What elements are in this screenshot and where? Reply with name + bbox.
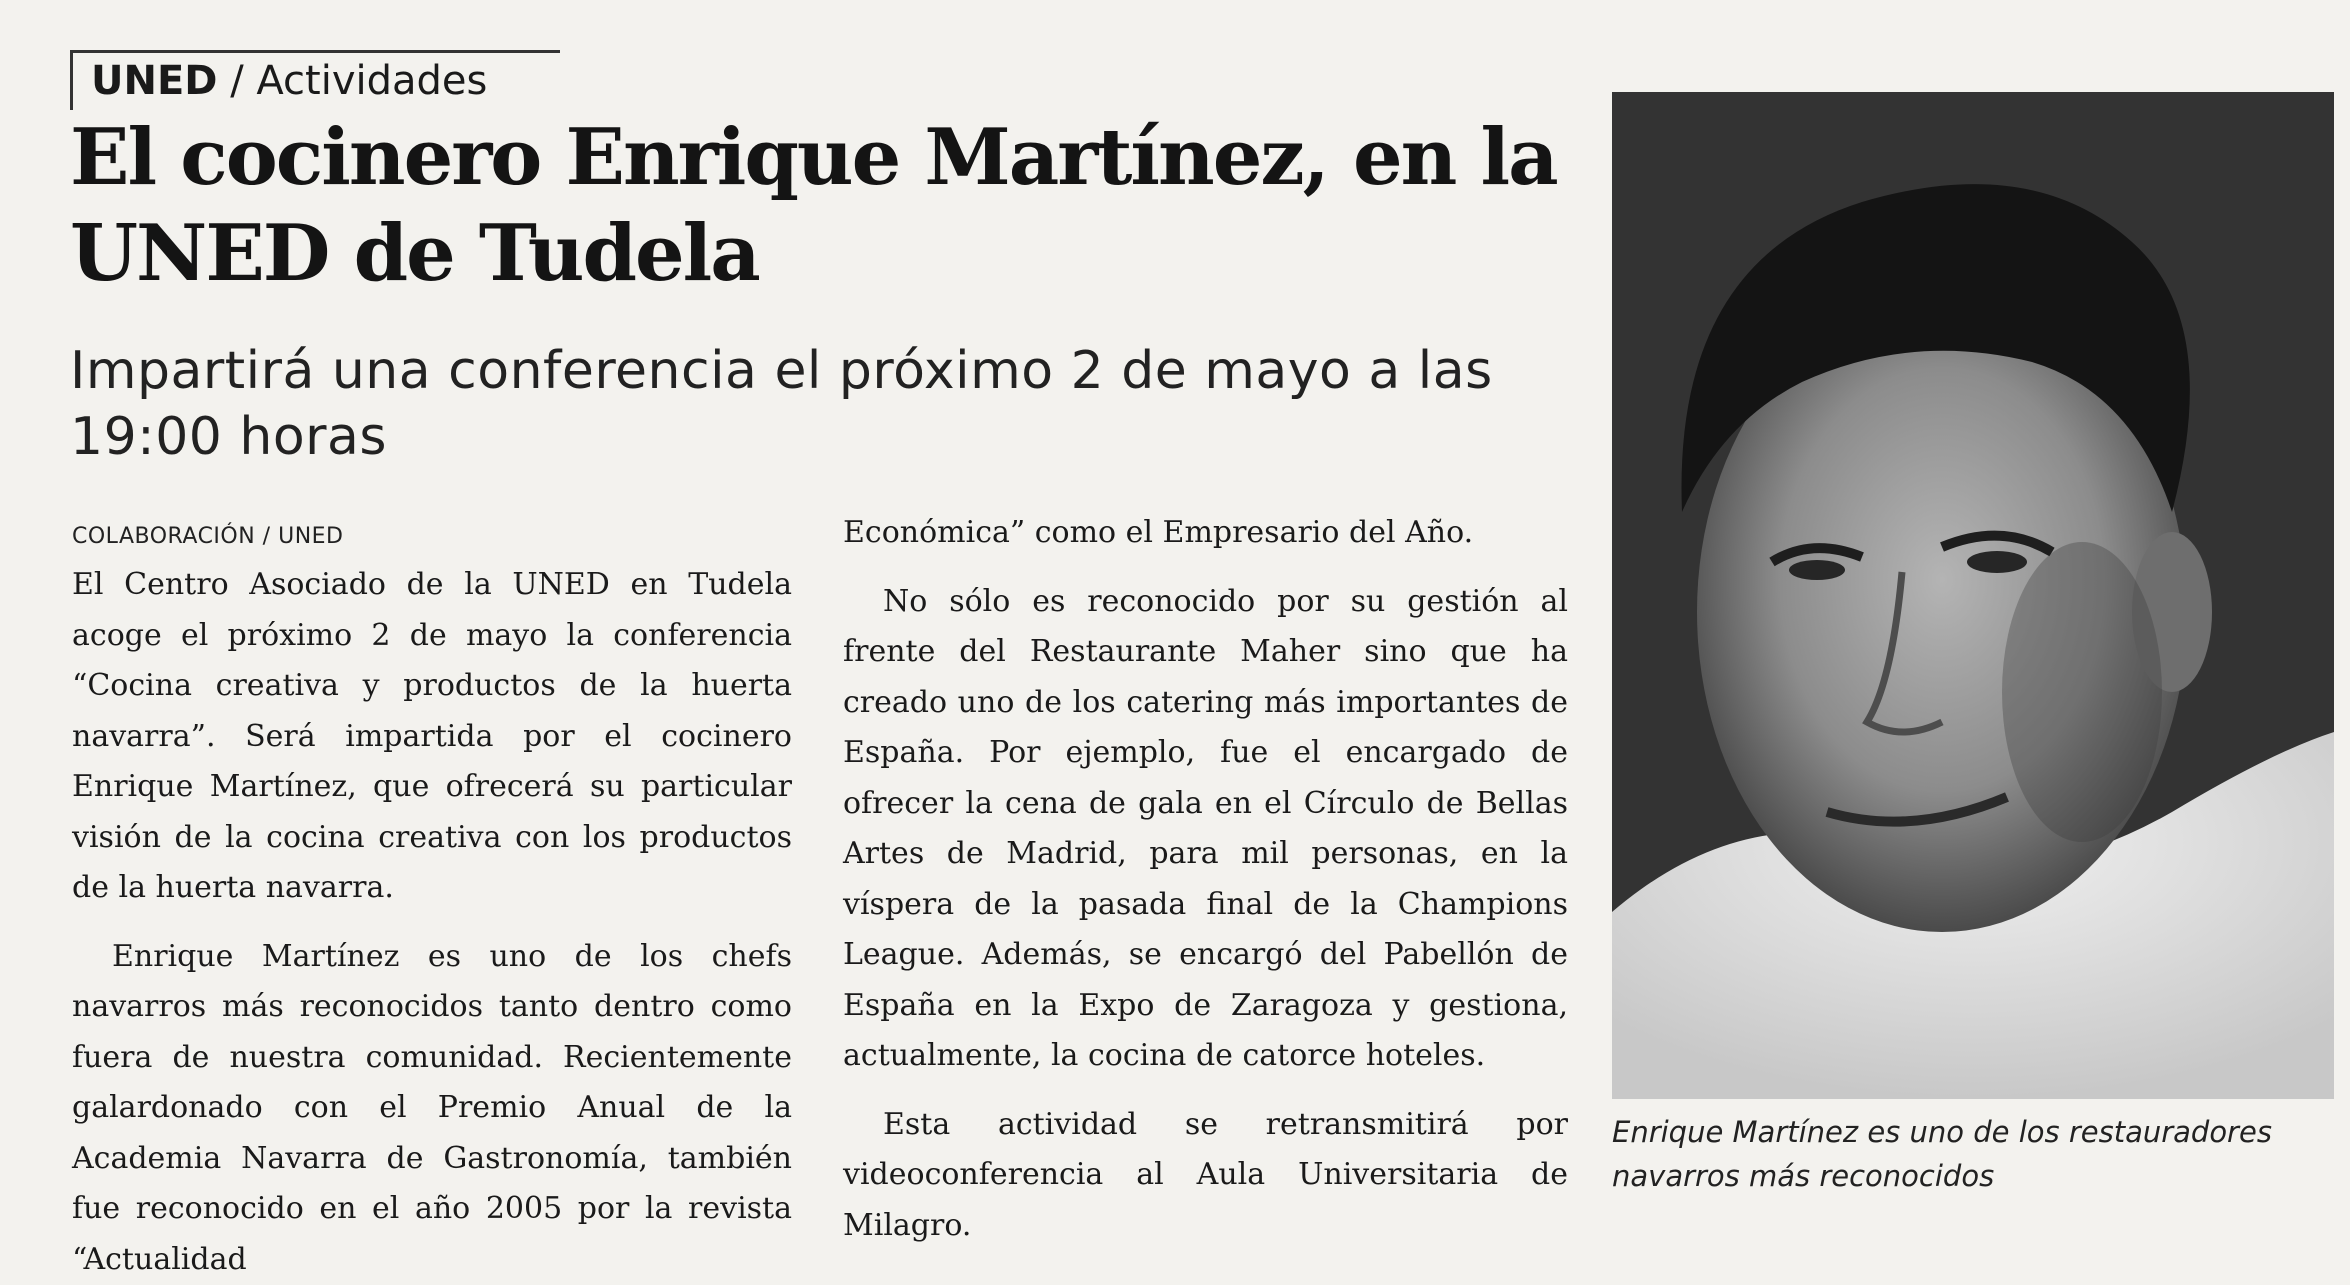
- article-headline: El cocinero Enrique Martínez, en la UNED de Tudela: [70, 110, 1590, 302]
- article-column-2: [843, 508, 1568, 1251]
- section-kicker: [70, 50, 560, 110]
- section-separator: /: [217, 58, 256, 104]
- chef-portrait-photo: [1612, 92, 2334, 1099]
- column2-paragraph-1: Económica” como el Empresario del Año.: [843, 508, 1568, 559]
- article-byline: COLABORACIÓN / UNED: [72, 524, 344, 549]
- column2-paragraph-2: No sólo es reconocido por su gestión al frente del Restaurante Maher sino que ha creado uno de los catering más importantes de España. Por ejemplo, fue el encargado de ofrecer la cena de gala en el Círculo de Bellas Artes de Madrid, para mil personas, en la víspera de la pasada final de la Champions League. Además, se encargó del Pabellón de España en la Expo de Zaragoza y gestiona, actualmente, la cocina de catorce hoteles.: [843, 577, 1568, 1082]
- cheek-shadow: [2002, 542, 2162, 842]
- column2-paragraph-3: Esta actividad se retransmitirá por videoconferencia al Aula Universitaria de Milagro.: [843, 1100, 1568, 1252]
- photo-caption: Enrique Martínez es uno de los restauradores navarros más reconocidos: [1612, 1110, 2342, 1198]
- article-subheadline: Impartirá una conferencia el próximo 2 de mayo a las 19:00 horas: [70, 338, 1590, 470]
- eye-right-dark: [1967, 551, 2027, 573]
- section-primary: UNED: [91, 58, 217, 104]
- eye-left-dark: [1789, 560, 1845, 580]
- column1-paragraph-2: Enrique Martínez es uno de los chefs navarros más reconocidos tanto dentro como fuera de nuestra comunidad. Recientemente galardonado con el Premio Anual de la Academia Navarra de Gastronomía, también fue reconocido en el año 2005 por la revista “Actualidad: [72, 932, 792, 1285]
- column1-paragraph-1: El Centro Asociado de la UNED en Tudela acoge el próximo 2 de mayo la conferencia “Cocina creativa y productos de la huerta navarra”. Será impartida por el cocinero Enrique Martínez, que ofrecerá su particular visión de la cocina creativa con los productos de la huerta navarra.: [72, 560, 792, 914]
- portrait-illustration: [1612, 92, 2334, 1099]
- section-secondary: Actividades: [256, 58, 487, 104]
- article-column-1: [72, 560, 792, 1285]
